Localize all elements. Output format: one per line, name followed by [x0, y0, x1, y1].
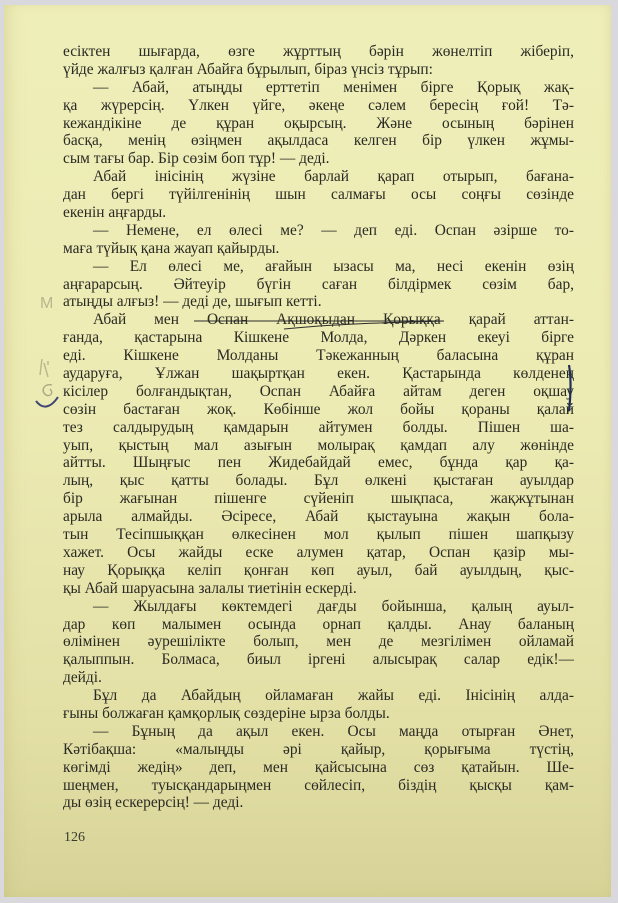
text-line: — Немене, ел өлесі ме? — деп еді. Оспан әзірше то-	[93, 221, 574, 239]
page-number: 126	[64, 830, 85, 845]
text-line: кежандікіне де құран оқырсың. Және осының бәрінен	[63, 114, 574, 132]
text-line: дар көп малымен осында орнап қалды. Анау баланың	[63, 615, 574, 633]
pencil-scribble-mark	[34, 355, 64, 415]
text-line: қы Абай шаруасына залалы тиетінін ескерді.	[63, 579, 357, 597]
text-line: айтты. Шыңғыс пен Жидебайдай емес, бұнда қар қа-	[63, 454, 574, 472]
text-line: — Жылдағы көктемдегі дағды бойынша, қалың ауыл-	[93, 597, 574, 615]
text-line: хажет. Осы жайды еске алумен қатар, Оспан қазір мы-	[63, 543, 574, 561]
text-line: ды өзің ескерерсің! — деді.	[63, 794, 244, 812]
text-line: сөзін бастаған жоқ. Көбінше жол бойы қораны қалай	[63, 400, 574, 418]
text-line: аударуға, Ұлжан шақыртқан екен. Қастарында көлденең	[63, 365, 574, 383]
text-line: арыла алмайды. Әсіресе, Абай қыстауына жақын бола-	[63, 508, 574, 526]
text-line: өлімінен әурешілікте болып, мен де мезгілімен ойламай	[63, 633, 574, 651]
text-line: еді. Кішкене Молданы Тәкежанның баласына құран	[63, 347, 574, 365]
text-line: бір жағынан пішенге сүйеніп шықпаса, жақжұтынан	[63, 490, 574, 508]
text-line: көгімді жедің» деп, мен қайсысына сөз қатайын. Ше-	[63, 758, 574, 776]
text-line: Абай інісінің жүзіне барлай қарап отырып, бағана-	[93, 168, 574, 186]
text-line: екенін аңғарды.	[63, 204, 167, 222]
text-line: уып, қыстың мал азығын молырақ қамдап алу жөнінде	[63, 436, 574, 454]
text-line: лың, қыс қатты болады. Бұл өлкені қыстаған ауылдар	[63, 472, 574, 490]
text-line: нау Қорыққа келіп қонған көп ауыл, бай ауылдың, қыс-	[63, 561, 574, 579]
text-line: аңғарарсың. Әйтеуір бүгін саған білдірмек сөзім бар,	[63, 275, 574, 293]
text-line: басқа, менің өзіңмен ақылдаса келген бір үлкен жұмы-	[63, 132, 574, 150]
text-line: үйде жалғыз қалған Абайға бұрылып, біраз үнсіз тұрып:	[63, 60, 433, 78]
text-line: Абай мен Оспан Ақшоқыдан Қорыққа қарай аттан-	[93, 311, 574, 329]
text-line: тез салдырудың қамдарын айтумен болды. Пішен ша-	[63, 418, 574, 436]
text-line: дейді.	[63, 669, 102, 687]
text-line: қалыппын. Болмаса, биыл іргені алысырақ салар едік!—	[63, 651, 574, 669]
text-line: дан бергі түйілгенінің шын салмағы осы соңғы сөзінде	[63, 186, 574, 204]
text-line: атыңды алғыз! — деді де, шығып кетті.	[63, 293, 322, 311]
pencil-margin-letter: М	[40, 295, 54, 312]
text-line: маға түйық қана жауап қайырды.	[63, 239, 280, 257]
text-line: шеңмен, туысқандарыңмен сөйлесіп, біздің қысқы қам-	[63, 776, 574, 794]
text-line: Бұл да Абайдың ойламаған жайы еді. Інісінің алда-	[93, 687, 574, 705]
text-line: — Абай, атыңды ерттетіп менімен бірге Қорық жақ-	[93, 78, 574, 96]
text-line: ғыны болжаған қамқорлық сөздеріне ырза болды.	[63, 704, 390, 722]
body-text	[63, 43, 574, 812]
text-line: тын Тесіпшыққан өлкесінен мол қылып пішен шапқызу	[63, 526, 574, 544]
text-line: — Бұның да ақыл екен. Осы маңда отырған Әнет,	[93, 722, 574, 740]
text-line: Кәтібақша: «малыңды әрі қайыр, қорығыма түстің,	[63, 740, 574, 758]
book-page	[4, 5, 611, 897]
text-line: ғанда, қастарына Кішкене Молда, Дәркен екеуі бірге	[63, 329, 574, 347]
text-line: — Ел өлесі ме, ағайын ызасы ма, несі екенін өзің	[93, 257, 574, 275]
text-line: есіктен шығарда, өзге жұрттың бәрін жөнелтіп жіберіп,	[63, 43, 574, 60]
text-line: сым тағы бар. Бір сөзім боп тұр! — деді.	[63, 150, 330, 168]
text-line: қа жүрерсің. Үлкен үйге, әкеңе сәлем бересің ғой! Тә-	[63, 96, 574, 114]
text-line: кісілер болғандықтан, Оспан Абайға айтам деген оқшау	[63, 382, 574, 400]
